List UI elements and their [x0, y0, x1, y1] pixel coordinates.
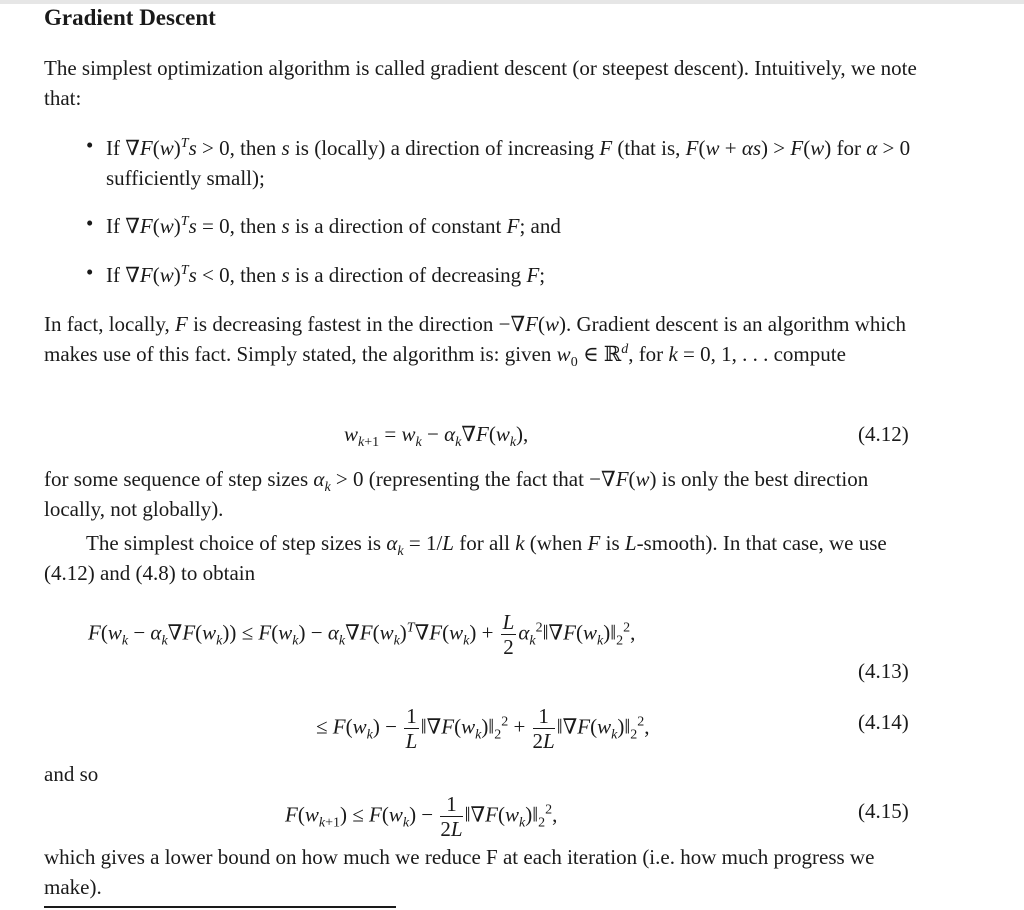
intro-paragraph: The simplest optimization algorithm is called gradient descent (or steepest descent). Intuitively, we note that: — [44, 56, 917, 110]
equation-number-4-15: (4.15) — [858, 799, 909, 823]
equation-4-12: $w_{k+1} = w_k - \alpha_k\nabla F(w_k)$, — [344, 422, 529, 451]
fraction-1-over-2L: $\frac{1}{2L}$ — [440, 792, 463, 841]
footnote-rule — [44, 906, 396, 908]
paragraph-4: The simplest choice of step sizes is $\alpha_k = 1/L$ for all k (when F is L-smooth). In that case, we use (4.12) and (4.8) to obtain — [44, 531, 887, 585]
bullet-dot: • — [86, 133, 94, 157]
fraction-1-over-L: $\frac{1}{L}$ — [405, 704, 418, 753]
equation-number-4-12: (4.12) — [858, 422, 909, 446]
equation-4-15: $F(w_{k+1}) \le F(w_k)$ − $\frac{1}{2L}$ $‖\nabla F(w_k)‖_2^2$, — [285, 792, 558, 841]
closing-paragraph: which gives a lower bound on how much we reduce F at each iteration (i.e. how much progress we make). — [44, 845, 875, 899]
bullet-2-text: If $\nabla F(w)^Ts = 0$, then s is a direction of constant F; and — [106, 214, 561, 238]
equation-4-13: $F(w_k - \alpha_k\nabla F(w_k)) \le F(w_k) - \alpha_k\nabla F(w_k)^T\nabla F(w_k)$ + $\frac{L}{2}$ $\alpha_k^2‖\nabla F(w_k)‖_2^2$, — [88, 610, 636, 659]
section-title: Gradient Descent — [44, 5, 216, 30]
bullet-1-text: If $\nabla F(w)^Ts > 0$, then s is (locally) a direction of increasing F (that is, F(w + αs) > F(w) for α > 0 sufficiently small); — [106, 136, 911, 190]
paragraph-2: In fact, locally, F is decreasing fastest in the direction −∇F(w). Gradient descent is an algorithm which makes use of this fact. Simply stated, the algorithm is: given $w_0$ ∈ ℝ$^d$, for k = 0, 1, . . . compute — [44, 312, 907, 371]
fraction-L-over-2: $\frac{L}{2}$ — [502, 610, 515, 659]
paragraph-3: for some sequence of step sizes $\alpha_k > 0$ (representing the fact that −∇F(w) is only the best direction locally, not globally). — [44, 467, 869, 521]
and-so-text: and so — [44, 762, 99, 786]
equation-number-4-14: (4.14) — [858, 710, 909, 734]
bullet-dot: • — [86, 211, 94, 235]
fraction-1-over-2L: $\frac{1}{2L}$ — [532, 704, 555, 753]
bullet-dot: • — [86, 260, 94, 284]
bullet-3-text: If $\nabla F(w)^Ts < 0$, then s is a direction of decreasing F; — [106, 263, 546, 287]
equation-number-4-13: (4.13) — [858, 659, 909, 683]
equation-4-14: ≤ $F(w_k)$ − $\frac{1}{L}$ $‖\nabla F(w_k)‖_2^2$ + $\frac{1}{2L}$ $‖\nabla F(w_k)‖_2^2$, — [316, 704, 650, 753]
